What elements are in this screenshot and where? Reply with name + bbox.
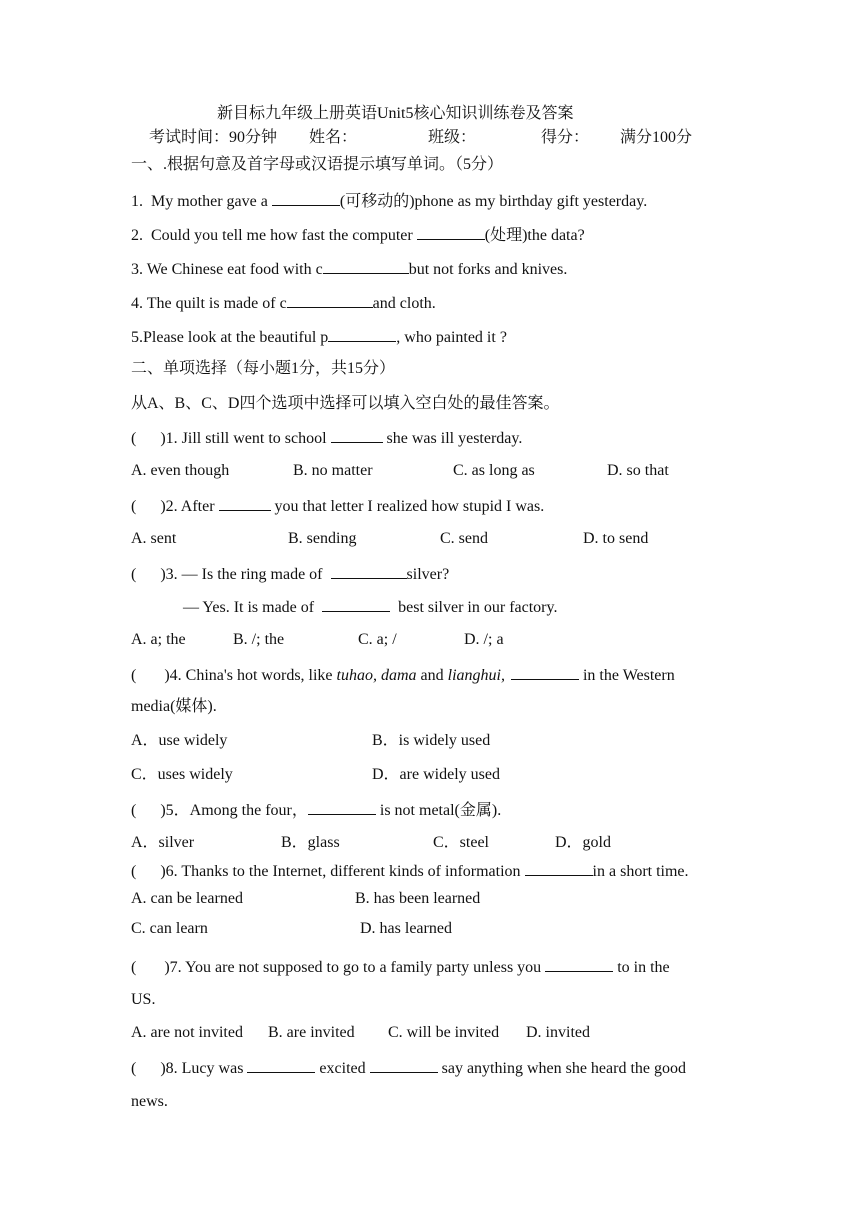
option-d[interactable]: D. invited bbox=[526, 1024, 590, 1041]
q-text: and bbox=[416, 667, 448, 684]
q-text: and cloth. bbox=[372, 295, 436, 312]
score-label: 得分： bbox=[541, 129, 590, 146]
full-score-label: 满分100分 bbox=[620, 129, 693, 146]
mc-question-5 bbox=[131, 799, 501, 821]
answer-blank[interactable] bbox=[323, 258, 409, 274]
answer-blank[interactable] bbox=[328, 326, 396, 342]
mc-question-4-line2: media(媒体). bbox=[131, 698, 217, 715]
option-d[interactable]: D. /; a bbox=[464, 631, 504, 648]
option-b[interactable]: B．glass bbox=[281, 834, 340, 851]
option-c[interactable]: C．uses widely bbox=[131, 766, 233, 783]
exam-time: 考试时间：90分钟 bbox=[149, 129, 278, 146]
section2-heading: 二、单项选择（每小题1分，共15分） bbox=[131, 360, 396, 377]
option-a[interactable]: A. a; the bbox=[131, 631, 186, 648]
mc-question-3-line2 bbox=[183, 596, 557, 618]
mc-question-6 bbox=[131, 860, 689, 882]
option-a[interactable]: A. even though bbox=[131, 462, 230, 479]
answer-blank[interactable] bbox=[417, 224, 485, 240]
option-b[interactable]: B．is widely used bbox=[372, 732, 491, 749]
option-a[interactable]: A. can be learned bbox=[131, 890, 243, 907]
option-a[interactable]: A. are not invited bbox=[131, 1024, 243, 1041]
mc-question-1 bbox=[131, 427, 522, 449]
q-text: but not forks and knives. bbox=[408, 261, 568, 278]
q-text: she was ill yesterday. bbox=[382, 430, 523, 447]
option-a[interactable]: A．silver bbox=[131, 834, 195, 851]
mc-question-7 bbox=[131, 956, 670, 978]
answer-blank[interactable] bbox=[219, 495, 271, 511]
option-d[interactable]: D．are widely used bbox=[372, 766, 500, 783]
q-text: ( )1. Jill still went to school bbox=[131, 430, 331, 447]
option-c[interactable]: C. can learn bbox=[131, 920, 208, 937]
s1-question-4 bbox=[131, 292, 436, 314]
answer-blank[interactable] bbox=[331, 563, 407, 579]
class-label: 班级： bbox=[428, 129, 477, 146]
option-c[interactable]: C. will be invited bbox=[388, 1024, 500, 1041]
q-text: 1. My mother gave a bbox=[131, 193, 272, 210]
mc-question-2 bbox=[131, 495, 544, 517]
q-text: you that letter I realized how stupid I was. bbox=[270, 498, 545, 515]
mc-question-7-line2: US. bbox=[131, 991, 156, 1008]
answer-blank[interactable] bbox=[322, 596, 390, 612]
option-c[interactable]: C. send bbox=[440, 530, 488, 547]
q-text: 4. The quilt is made of c bbox=[131, 295, 287, 312]
option-c[interactable]: C. as long as bbox=[453, 462, 535, 479]
q-text: is not metal(金属). bbox=[375, 802, 502, 819]
option-d[interactable]: D. so that bbox=[607, 462, 669, 479]
q-text: best silver in our factory. bbox=[390, 599, 558, 616]
option-a[interactable]: A．use widely bbox=[131, 732, 228, 749]
option-d[interactable]: D. has learned bbox=[360, 920, 452, 937]
q-text: ( )3. — Is the ring made of bbox=[131, 566, 331, 583]
q-text: to in the bbox=[613, 959, 670, 976]
option-c[interactable]: C. a; / bbox=[358, 631, 397, 648]
q-text: 2. Could you tell me how fast the computer bbox=[131, 227, 417, 244]
option-a[interactable]: A. sent bbox=[131, 530, 177, 547]
option-c[interactable]: C．steel bbox=[433, 834, 489, 851]
option-b[interactable]: B. no matter bbox=[293, 462, 373, 479]
q-text-italic: tuhao, dama bbox=[336, 667, 417, 684]
q-text: say anything when she heard the good bbox=[437, 1060, 687, 1077]
answer-blank[interactable] bbox=[331, 427, 383, 443]
s1-question-3 bbox=[131, 258, 567, 280]
s1-question-1 bbox=[131, 190, 647, 212]
q-text: silver? bbox=[406, 566, 450, 583]
answer-blank[interactable] bbox=[272, 190, 340, 206]
q-text: ( )2. After bbox=[131, 498, 219, 515]
q-text: (处理)the data? bbox=[484, 227, 585, 244]
q-text: ( )5．Among the four， bbox=[131, 802, 308, 819]
section2-instruction: 从A、B、C、D四个选项中选择可以填入空白处的最佳答案。 bbox=[131, 395, 560, 412]
page-title: 新目标九年级上册英语Unit5核心知识训练卷及答案 bbox=[217, 105, 574, 122]
s1-question-2 bbox=[131, 224, 585, 246]
option-b[interactable]: B. has been learned bbox=[355, 890, 481, 907]
answer-blank[interactable] bbox=[247, 1057, 315, 1073]
mc-question-8 bbox=[131, 1057, 686, 1079]
option-d[interactable]: D．gold bbox=[555, 834, 612, 851]
option-d[interactable]: D. to send bbox=[583, 530, 649, 547]
q-text: excited bbox=[315, 1060, 370, 1077]
answer-blank[interactable] bbox=[545, 956, 613, 972]
answer-blank[interactable] bbox=[370, 1057, 438, 1073]
option-b[interactable]: B. sending bbox=[288, 530, 357, 547]
q-text-italic: lianghui, bbox=[447, 667, 505, 684]
q-text: , who painted it ? bbox=[396, 329, 507, 346]
answer-blank[interactable] bbox=[525, 860, 593, 876]
q-text: in the Western bbox=[578, 667, 675, 684]
q-text: in a short time. bbox=[592, 863, 689, 880]
answer-blank[interactable] bbox=[308, 799, 376, 815]
section1-heading: 一、.根据句意及首字母或汉语提示填写单词。（5分） bbox=[131, 156, 504, 173]
q-text: 3. We Chinese eat food with c bbox=[131, 261, 323, 278]
q-text: ( )4. China's hot words, like bbox=[131, 667, 337, 684]
q-text: (可移动的)phone as my birthday gift yesterday. bbox=[339, 193, 648, 210]
q-text: ( )7. You are not supposed to go to a family party unless you bbox=[131, 959, 546, 976]
q-text: — Yes. It is made of bbox=[183, 599, 323, 616]
q-text: ( )8. Lucy was bbox=[131, 1060, 248, 1077]
s1-question-5 bbox=[131, 326, 507, 348]
answer-blank[interactable] bbox=[287, 292, 373, 308]
option-b[interactable]: B. are invited bbox=[268, 1024, 355, 1041]
q-text: ( )6. Thanks to the Internet, different kinds of information bbox=[131, 863, 525, 880]
mc-question-3 bbox=[131, 563, 449, 585]
q-text: 5.Please look at the beautiful p bbox=[131, 329, 329, 346]
mc-question-4 bbox=[131, 664, 675, 686]
mc-question-8-line2: news. bbox=[131, 1093, 168, 1110]
answer-blank[interactable] bbox=[511, 664, 579, 680]
name-label: 姓名： bbox=[309, 129, 358, 146]
option-b[interactable]: B. /; the bbox=[233, 631, 285, 648]
